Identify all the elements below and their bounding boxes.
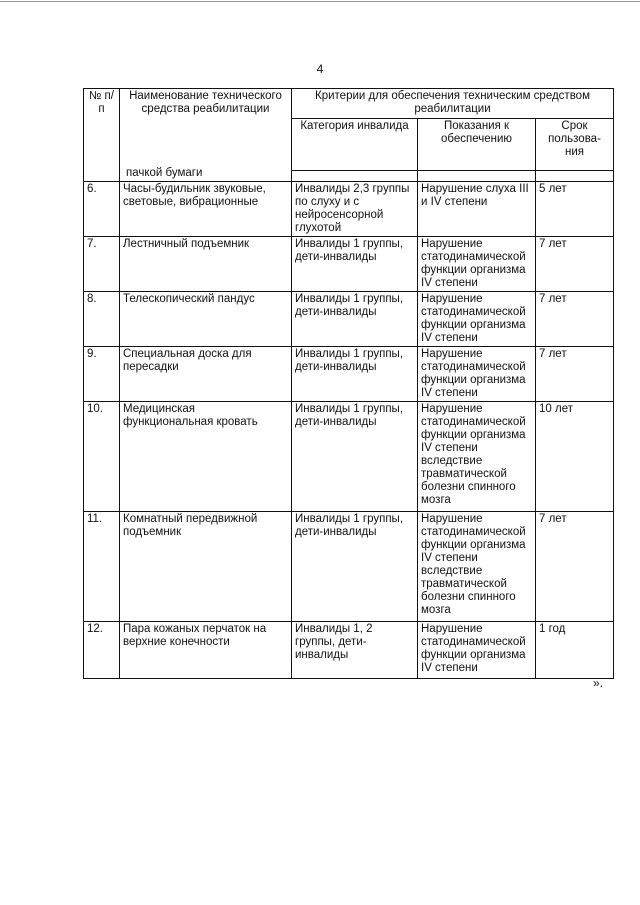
- row-indications: Нарушение статодинамической функции организма IV степени вследствие травматической болезни спинного мозга: [418, 402, 536, 512]
- row-name: Телескопический пандус: [120, 292, 292, 347]
- row-category: Инвалиды 1 группы, дети-инвалиды: [292, 512, 418, 622]
- table-row: [84, 622, 614, 679]
- table-row: [84, 237, 614, 292]
- row-term: 7 лет: [536, 347, 614, 402]
- header-category: Категория инвалида: [292, 119, 418, 171]
- row-term: 10 лет: [536, 402, 614, 512]
- row-name: Специальная доска для пересадки: [120, 347, 292, 402]
- header-name-tail: пачкой бумаги: [126, 167, 203, 179]
- row-indications: Нарушение статодинамической функции организма IV степени: [418, 237, 536, 292]
- table-row: [84, 402, 614, 512]
- row-term: 1 год: [536, 622, 614, 679]
- header-name: [120, 89, 292, 182]
- header-indications: Показания к обеспечению: [418, 119, 536, 171]
- row-indications: Нарушение слуха III и IV степени: [418, 182, 536, 237]
- row-term: 7 лет: [536, 512, 614, 622]
- rehabilitation-means-table: [83, 88, 614, 679]
- row-number: 12.: [84, 622, 120, 679]
- row-category: Инвалиды 1 группы, дети-инвалиды: [292, 292, 418, 347]
- row-number: 9.: [84, 347, 120, 402]
- page-number: 4: [316, 62, 324, 76]
- header-spacer: [418, 171, 536, 182]
- row-number: 6.: [84, 182, 120, 237]
- table-row: [84, 292, 614, 347]
- row-name: Комнатный передвижной подъемник: [120, 512, 292, 622]
- row-indications: Нарушение статодинамической функции организма IV степени: [418, 292, 536, 347]
- row-number: 7.: [84, 237, 120, 292]
- row-term: 7 лет: [536, 237, 614, 292]
- row-term: 7 лет: [536, 292, 614, 347]
- header-spacer: [292, 171, 418, 182]
- row-name: Медицинская функциональная кровать: [120, 402, 292, 512]
- closing-quote-mark: ».: [593, 676, 604, 690]
- row-number: 8.: [84, 292, 120, 347]
- row-term: 5 лет: [536, 182, 614, 237]
- row-category: Инвалиды 1, 2 группы, дети-инвалиды: [292, 622, 418, 679]
- table-row: [84, 512, 614, 622]
- header-spacer: [536, 171, 614, 182]
- row-category: Инвалиды 1 группы, дети-инвалиды: [292, 402, 418, 512]
- header-term: Срок пользова-ния: [536, 119, 614, 171]
- row-name: Часы-будильник звуковые, световые, вибрационные: [120, 182, 292, 237]
- top-rule: [0, 1, 640, 2]
- header-criteria: Критерии для обеспечения техническим средством реабилитации: [292, 89, 614, 119]
- row-indications: Нарушение статодинамической функции организма IV степени вследствие травматической болезни спинного мозга: [418, 512, 536, 622]
- row-indications: Нарушение статодинамической функции организма IV степени: [418, 347, 536, 402]
- row-number: 11.: [84, 512, 120, 622]
- table-row: [84, 347, 614, 402]
- table-row: [84, 182, 614, 237]
- row-category: Инвалиды 2,3 группы по слуху и с нейросенсорной глухотой: [292, 182, 418, 237]
- row-number: 10.: [84, 402, 120, 512]
- row-name: Лестничный подъемник: [120, 237, 292, 292]
- header-number: № п/п: [84, 89, 120, 182]
- row-indications: Нарушение статодинамической функции организма IV степени: [418, 622, 536, 679]
- row-category: Инвалиды 1 группы, дети-инвалиды: [292, 237, 418, 292]
- header-name-title: Наименование технического средства реабилитации: [129, 90, 282, 115]
- row-name: Пара кожаных перчаток на верхние конечности: [120, 622, 292, 679]
- row-category: Инвалиды 1 группы, дети-инвалиды: [292, 347, 418, 402]
